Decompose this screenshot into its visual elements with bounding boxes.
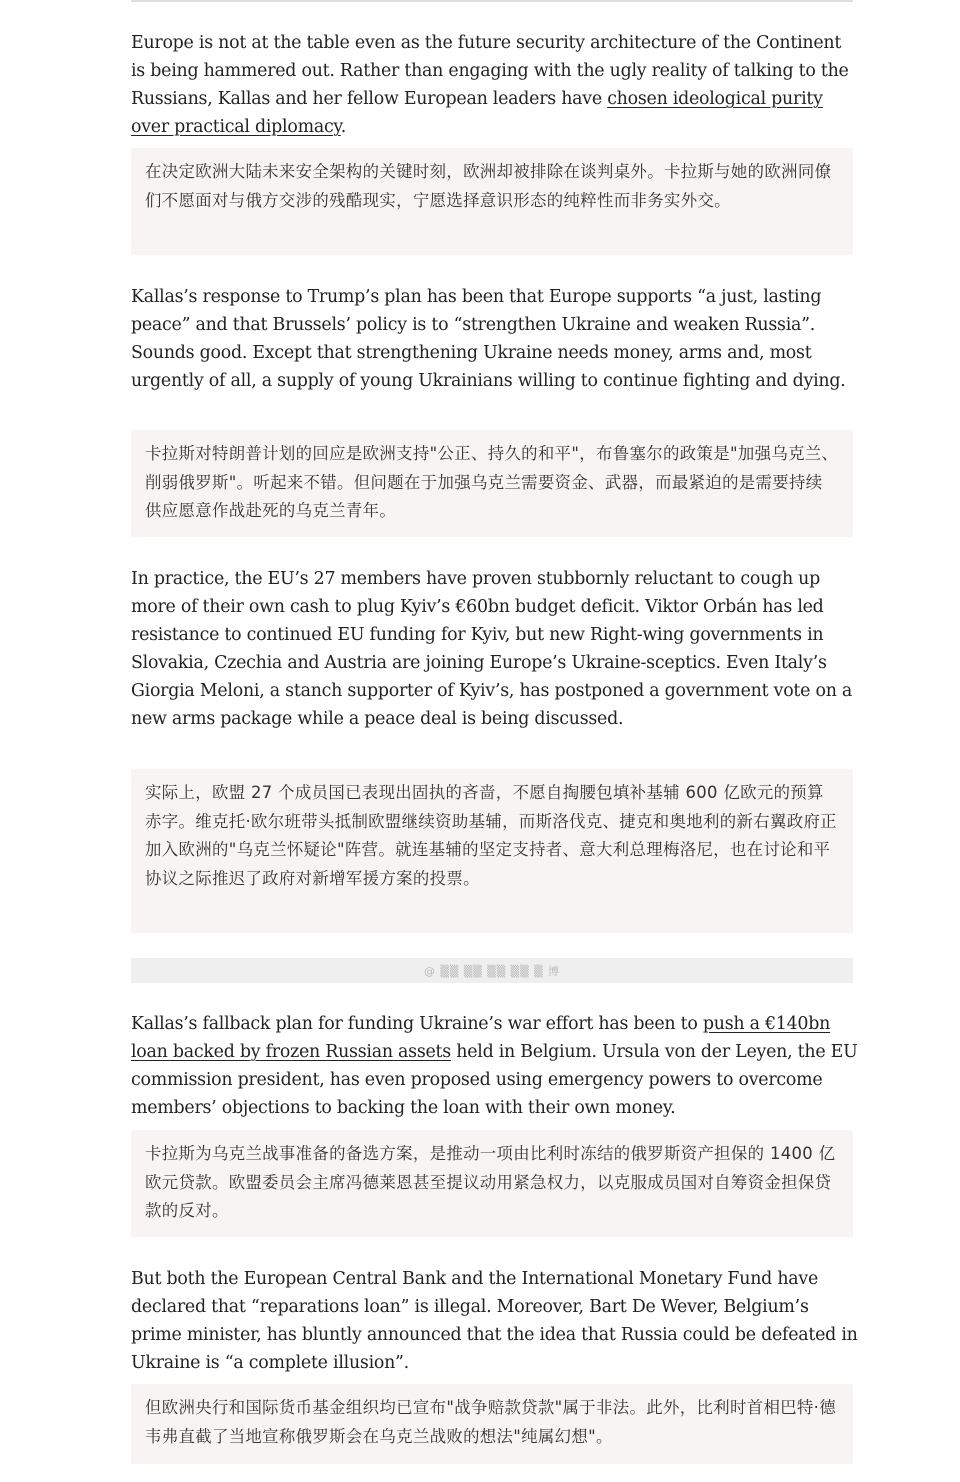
translation-block-5: 但欧洲央行和国际货币基金组织均已宣布"战争赔款贷款"属于非法。此外，比利时首相巴特·德韦弗直截了当地宣称俄罗斯会在乌克兰战败的想法"纯属幻想"。	[131, 1384, 853, 1464]
watermark-bar	[131, 958, 853, 983]
translation-block-1: 在决定欧洲大陆未来安全架构的关键时刻，欧洲却被排除在谈判桌外。卡拉斯与她的欧洲同僚们不愿面对与俄方交涉的残酷现实，宁愿选择意识形态的纯粹性而非务实外交。	[131, 148, 853, 255]
article-paragraph-5: But both the European Central Bank and the International Monetary Fund have declared that “reparations loan” is illegal. Moreover, Bart De Wever, Belgium’s prime minister, has bluntly announced that the idea that Russia could be defeated in Ukraine is “a complete illusion”.	[131, 1269, 858, 1373]
paragraph-text: Europe is not at the table even as the future security architecture of the Continent is being hammered out. Rather than engaging with the ugly reality of talking to the Russians, Kallas and her fellow European leaders have	[131, 33, 849, 109]
article-paragraph-4	[131, 1010, 859, 1122]
paragraph-text: Kallas’s fallback plan for funding Ukraine’s war effort has been to	[131, 1014, 703, 1034]
article-paragraph-2: Kallas’s response to Trump’s plan has been that Europe supports “a just, lasting peace” and that Brussels’ policy is to “strengthen Ukraine and weaken Russia”. Sounds good. Except that strengthening Ukraine needs money, arms and, most urgently of all, a supply of young Ukrainians willing to continue fighting and dying.	[131, 287, 846, 391]
translation-block-4: 卡拉斯为乌克兰战事准备的备选方案，是推动一项由比利时冻结的俄罗斯资产担保的 1400 亿欧元贷款。欧盟委员会主席冯德莱恩甚至提议动用紧急权力，以克服成员国对自筹资金担保贷款的反对。	[131, 1130, 853, 1237]
translation-block-3: 实际上，欧盟 27 个成员国已表现出固执的吝啬，不愿自掏腰包填补基辅 600 亿欧元的预算赤字。维克托·欧尔班带头抵制欧盟继续资助基辅，而斯洛伐克、捷克和奥地利的新右翼政府正加入欧洲的"乌克兰怀疑论"阵营。就连基辅的坚定支持者、意大利总理梅洛尼，也在讨论和平协议之际推迟了政府对新增军援方案的投票。	[131, 769, 853, 933]
article-paragraph-3: In practice, the EU’s 27 members have proven stubbornly reluctant to cough up more of their own cash to plug Kyiv’s €60bn budget deficit. Viktor Orbán has led resistance to continued EU funding for Kyiv, but new Right-wing governments in Slovakia, Czechia and Austria are joining Europe’s Ukraine-sceptics. Even Italy’s Giorgia Meloni, a stanch supporter of Kyiv’s, has postponed a government vote on a new arms package while a peace deal is being discussed.	[131, 569, 853, 729]
top-divider	[131, 0, 853, 2]
translation-block-2: 卡拉斯对特朗普计划的回应是欧洲支持"公正、持久的和平"，布鲁塞尔的政策是"加强乌克兰、削弱俄罗斯"。听起来不错。但问题在于加强乌克兰需要资金、武器，而最紧迫的是需要持续供应愿意作战赴死的乌克兰青年。	[131, 430, 853, 537]
article-paragraph-1	[131, 29, 859, 141]
paragraph-text-end: held in Belgium. Ursula von der Leyen, the EU commission president, has even proposed using emergency powers to overcome members’ objections to backing the loan with their own money.	[131, 1042, 858, 1118]
link-ideological-purity[interactable]: chosen ideological purity over practical diplomacy	[131, 89, 823, 137]
link-frozen-assets-loan[interactable]: push a €140bn loan backed by frozen Russian assets	[131, 1014, 831, 1062]
paragraph-text-end: .	[340, 117, 346, 137]
watermark-text: @ ▒▒ ▒▒ ▒▒ ▒▒ ▒ 博	[423, 964, 561, 978]
